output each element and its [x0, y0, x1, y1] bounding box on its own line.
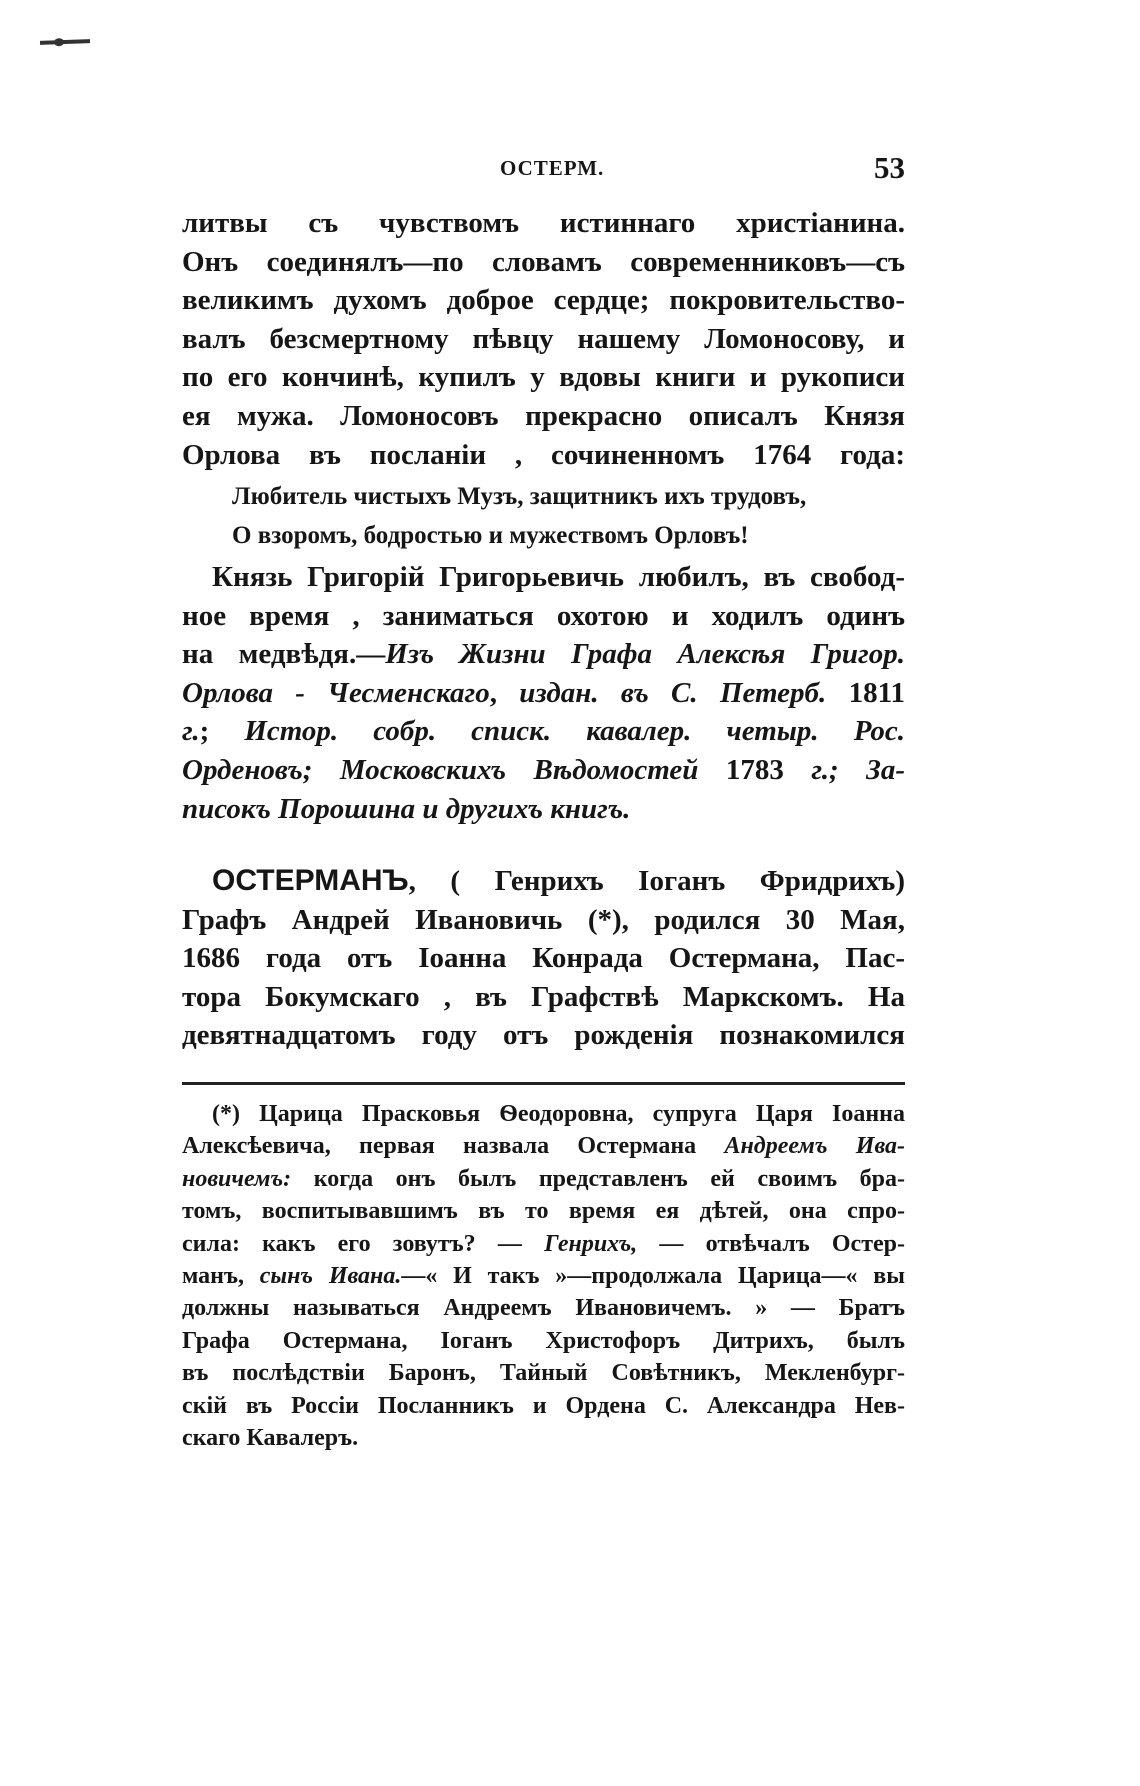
text-line: девятнадцатомъ году отъ рожденія познакомился — [182, 1019, 905, 1052]
text-line: ея мужа. Ломоносовъ прекрасно описалъ Князя — [182, 399, 905, 432]
page-number: 53 — [874, 150, 905, 185]
paragraph-continuation — [182, 204, 905, 474]
footnote-line: (*) Царица Прасковья Ѳеодоровна, супруга Царя Іоанна — [212, 1101, 905, 1127]
source-citation: Изъ Жизни Графа Алексѣя Григор. — [385, 638, 905, 671]
footnote-line — [182, 1163, 905, 1195]
footnote-line — [182, 1228, 905, 1260]
source-citation: издан. въ С. Петерб. — [519, 676, 827, 709]
footnote-line: должны называться Андреемъ Ивановичемъ. » — Братъ — [182, 1295, 905, 1322]
footnote-line — [182, 1130, 905, 1162]
footnote-line: въ послѣдствіи Баронъ, Тайный Совѣтникъ, Мекленбург- — [182, 1360, 905, 1387]
text-span: 1783 — [698, 753, 812, 786]
text-line: Онъ соединялъ—по словамъ современниковъ—съ — [182, 245, 905, 278]
footnote — [182, 1098, 905, 1454]
text-span: когда онъ былъ представленъ ей своимъ бра- — [291, 1165, 905, 1192]
footnote-line: томъ, воспитывавшимъ въ то время ея дѣтей, она спро- — [182, 1198, 905, 1225]
text-line: 1686 года отъ Іоанна Конрада Остермана, Пас- — [182, 942, 905, 975]
poem-line: Любитель чистыхъ Музъ, защитникъ ихъ трудовъ, — [232, 483, 807, 510]
text-line — [182, 790, 905, 829]
text-line — [182, 635, 905, 674]
text-line: ное время , заниматься охотою и ходилъ одинъ — [182, 599, 905, 632]
entry-title: ОСТЕРМАНЪ — [212, 864, 409, 897]
text-line — [182, 674, 905, 713]
text-span: на медвѣдя.— — [182, 638, 386, 671]
text-line: валъ безсмертному пѣвцу нашему Ломоносову, и — [182, 322, 905, 355]
text-span: , ( Генрихъ Іоганъ Фридрихъ) — [408, 865, 905, 897]
text-span: Алексѣевича, первая назвала Остермана — [182, 1133, 725, 1160]
text-line — [182, 751, 905, 790]
corner-mark — [40, 39, 90, 45]
text-line: Графъ Андрей Ивановичь (*), родился 30 Мая, — [182, 903, 905, 936]
paragraph-hunting — [182, 558, 905, 828]
page-header — [180, 150, 905, 190]
footnote-divider — [182, 1082, 905, 1085]
source-citation: Истор. собр. списк. кавалер. четыр. Рос. — [244, 715, 905, 748]
poem-line: О взоромъ, бодростью и мужествомъ Орловъ! — [232, 521, 749, 549]
text-line — [182, 712, 905, 751]
footnote-line — [182, 1260, 905, 1292]
source-citation: писокъ Порошина и другихъ книгъ. — [182, 792, 631, 825]
running-head: ОСТЕРМ. — [500, 156, 605, 180]
source-citation: Орлова - Чесменскаго — [182, 676, 490, 709]
text-line — [182, 862, 905, 901]
footnote-line: скій въ Россіи Посланникъ и Ордена С. Александра Нев- — [182, 1392, 905, 1419]
text-line: Князь Григорій Григорьевичь любилъ, въ свобод- — [212, 561, 905, 593]
text-span-italic: сынъ Ивана. — [259, 1262, 402, 1289]
text-span: — отвѣчалъ Остер- — [637, 1230, 905, 1257]
text-span: 1811 — [826, 676, 905, 709]
text-line: великимъ духомъ доброе сердце; покровительство- — [182, 284, 905, 317]
text-line: по его кончинѣ, купилъ у вдовы книги и рукописи — [182, 361, 905, 394]
text-span-italic: Генрихъ, — [544, 1230, 638, 1257]
source-citation: г. — [182, 715, 200, 748]
source-citation: Орденовъ; Московскихъ Вѣдомостей — [182, 753, 699, 786]
text-span-italic: новичемъ: — [182, 1165, 292, 1192]
poem-quote — [182, 478, 905, 555]
text-span: , — [489, 676, 520, 709]
text-line: литвы съ чувствомъ истиннаго христіанина. — [182, 207, 905, 239]
text-span: манъ, — [182, 1262, 260, 1289]
footnote-line: скаго Кавалеръ. — [182, 1424, 359, 1451]
footnote-line: Графа Остермана, Іоганъ Христофоръ Дитрихъ, былъ — [182, 1327, 905, 1354]
text-span: —« И такъ »—продолжала Царица—« вы — [401, 1262, 905, 1289]
text-span: ; — [199, 715, 245, 748]
source-citation: г.; За- — [811, 753, 906, 786]
text-span-italic: Андреемъ Ива- — [724, 1133, 905, 1160]
text-span: сила: какъ его зовутъ? — — [182, 1230, 545, 1257]
text-line: тора Бокумскаго , въ Графствѣ Маркскомъ. На — [182, 980, 905, 1013]
text-line: Орлова въ посланіи , сочиненномъ 1764 года: — [182, 438, 905, 471]
entry-osterman — [182, 862, 905, 1055]
